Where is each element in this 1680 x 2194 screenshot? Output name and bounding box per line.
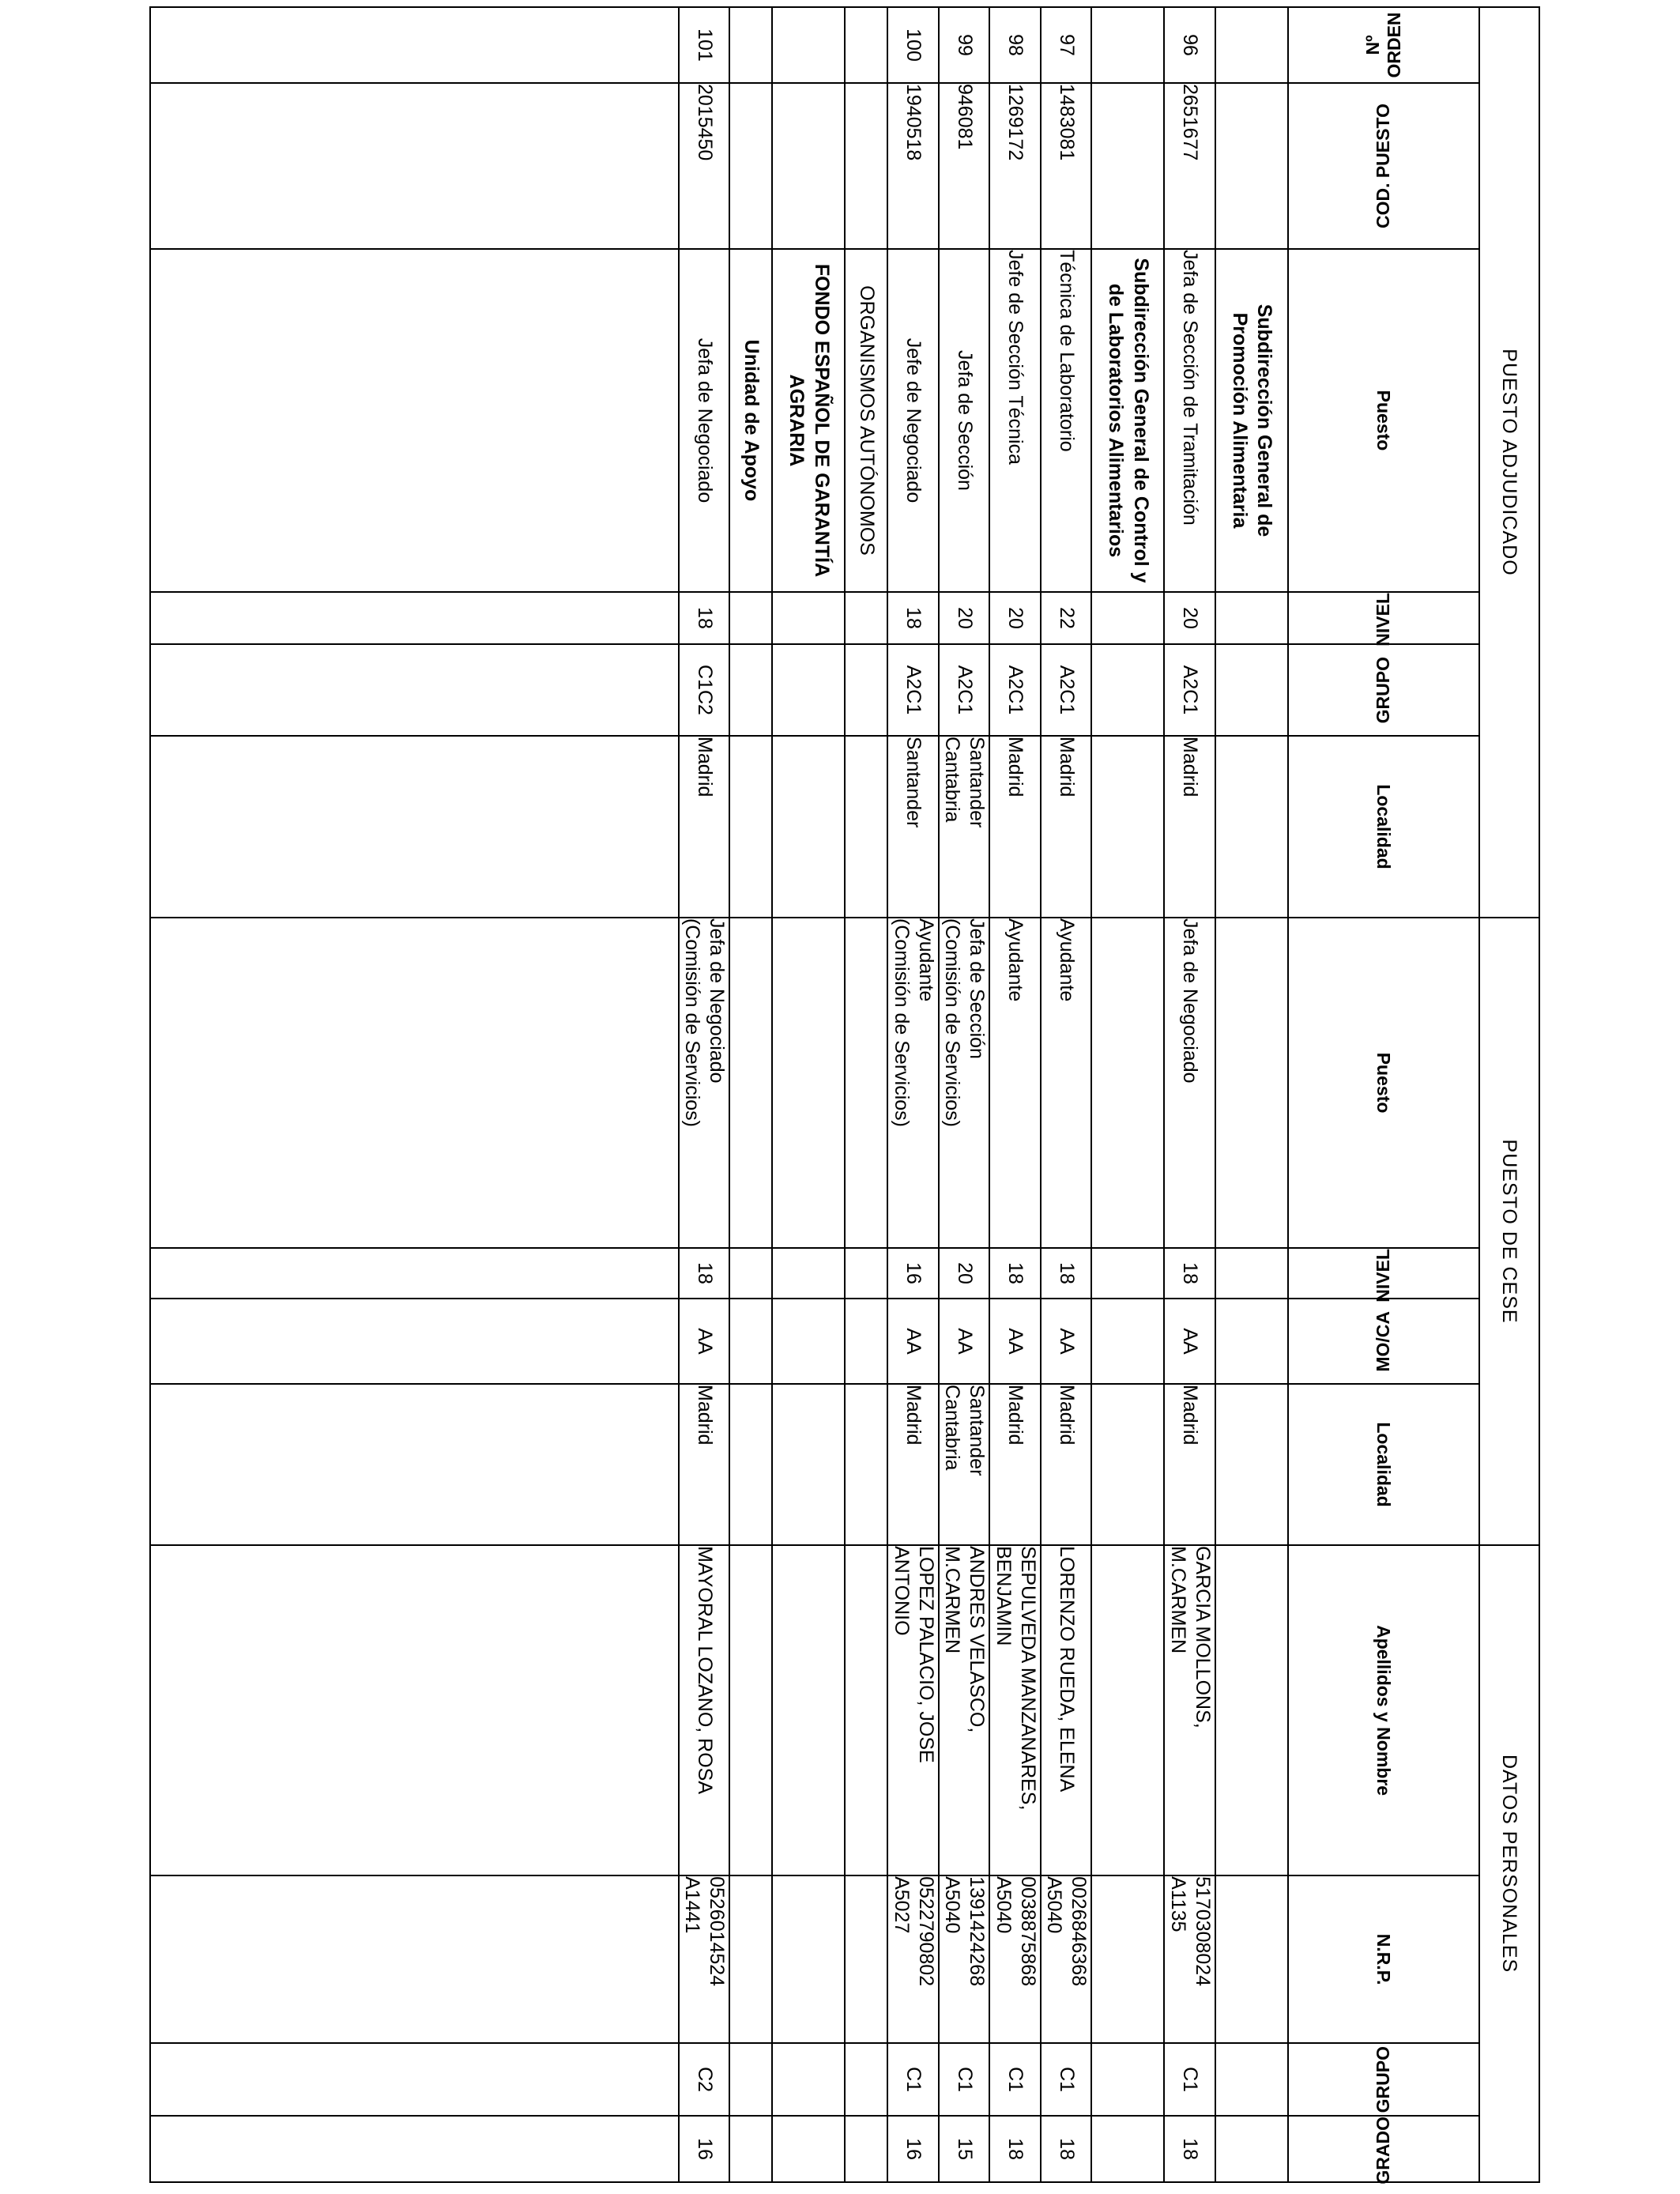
cese-nivel-cell: 16 (888, 1248, 940, 1299)
cod-cell: 946081 (939, 83, 990, 249)
moca-cell: AA (679, 1299, 730, 1384)
col-grupo: GRUPO (1288, 644, 1479, 736)
heading-row-promocion (1215, 7, 1288, 2182)
grupo-cell: A2C1 (939, 644, 990, 736)
grado-cell: 18 (1165, 2116, 1216, 2182)
localidad-cell: Santander (888, 736, 940, 918)
cod-cell: 1483081 (1041, 83, 1092, 249)
orden-cell: 96 (1165, 7, 1216, 83)
moca-cell: AA (1041, 1299, 1092, 1384)
grado-cell: 18 (1041, 2116, 1092, 2182)
col-cese-puesto: Puesto (1288, 918, 1479, 1248)
moca-cell: AA (990, 1299, 1042, 1384)
nombre-cell: LORENZO RUEDA, ELENA (1041, 1545, 1092, 1875)
col-puesto: Puesto (1288, 249, 1479, 592)
p-grupo-cell: C1 (1165, 2043, 1216, 2116)
heading-row-unidad (730, 7, 773, 2182)
cod-cell: 2651677 (1165, 83, 1216, 249)
col-orden: Nº ORDEN (1288, 7, 1479, 83)
moca-cell: AA (888, 1299, 940, 1384)
puesto-cell: Jefe de Sección Técnica (990, 249, 1042, 592)
cese-localidad-cell: Santander Cantabria (939, 1384, 990, 1545)
table-row (990, 7, 1042, 2182)
cese-nivel-cell: 18 (1165, 1248, 1216, 1299)
section-puesto-adjudicado: PUESTO ADJUDICADO (1479, 7, 1539, 918)
nombre-cell: GARCIA MOLLONS, M.CARMEN (1165, 1545, 1216, 1875)
nrp-cell: 5170308024 A1135 (1165, 1875, 1216, 2043)
heading-promocion: Subdirección General de Promoción Alimentaria (1215, 249, 1288, 592)
p-grupo-cell: C1 (888, 2043, 940, 2116)
cese-puesto-cell: Ayudante (1041, 918, 1092, 1248)
rotated-page (149, 6, 1540, 2185)
p-grupo-cell: C2 (679, 2043, 730, 2116)
cese-puesto-cell: Ayudante (990, 918, 1042, 1248)
nrp-cell: 0526014524 A1441 (679, 1875, 730, 2043)
puesto-cell: Técnica de Laboratorio (1041, 249, 1092, 592)
col-mo-ca: MO/CA (1288, 1299, 1479, 1384)
localidad-cell: Madrid (1165, 736, 1216, 918)
assignment-table (149, 6, 1540, 2183)
cese-nivel-cell: 18 (679, 1248, 730, 1299)
nivel-cell: 20 (990, 592, 1042, 644)
nivel-cell: 22 (1041, 592, 1092, 644)
col-apellidos: Apellidos y Nombre (1288, 1545, 1479, 1875)
table-row (679, 7, 730, 2182)
cese-nivel-cell: 20 (939, 1248, 990, 1299)
cese-nivel-cell: 18 (990, 1248, 1042, 1299)
p-grupo-cell: C1 (990, 2043, 1042, 2116)
heading-fega: FONDO ESPAÑOL DE GARANTÍA AGRARIA (773, 249, 846, 592)
cese-localidad-cell: Madrid (679, 1384, 730, 1545)
heading-row-control (1092, 7, 1165, 2182)
localidad-cell: Madrid (1041, 736, 1092, 918)
table-row (888, 7, 940, 2182)
orden-cell: 98 (990, 7, 1042, 83)
col-nivel: NIVEL (1288, 592, 1479, 644)
orden-cell: 101 (679, 7, 730, 83)
grupo-cell: A2C1 (888, 644, 940, 736)
nrp-cell: 0026846368 A5040 (1041, 1875, 1092, 2043)
cese-localidad-cell: Madrid (990, 1384, 1042, 1545)
col-grado: GRADO (1288, 2116, 1479, 2182)
puesto-cell: Jefa de Sección (939, 249, 990, 592)
moca-cell: AA (939, 1299, 990, 1384)
nrp-cell: 0038875868 A5040 (990, 1875, 1042, 2043)
localidad-cell: Santander Cantabria (939, 736, 990, 918)
grado-cell: 15 (939, 2116, 990, 2182)
heading-unidad: Unidad de Apoyo (730, 249, 773, 592)
grupo-cell: A2C1 (1041, 644, 1092, 736)
nivel-cell: 18 (888, 592, 940, 644)
heading-row-organismos (846, 7, 888, 2182)
nombre-cell: SEPULVEDA MANZANARES, BENJAMIN (990, 1545, 1042, 1875)
column-header-row (1288, 7, 1479, 2182)
cese-localidad-cell: Madrid (1165, 1384, 1216, 1545)
grado-cell: 18 (990, 2116, 1042, 2182)
nivel-cell: 20 (939, 592, 990, 644)
nivel-cell: 20 (1165, 592, 1216, 644)
heading-control: Subdirección General de Control y de Laboratorios Alimentarios (1092, 249, 1165, 592)
cese-puesto-cell: Jefa de Sección (Comisión de Servicios) (939, 918, 990, 1248)
orden-cell: 99 (939, 7, 990, 83)
orden-cell: 97 (1041, 7, 1092, 83)
cese-puesto-cell: Jefa de Negociado (Comisión de Servicios) (679, 918, 730, 1248)
grado-cell: 16 (888, 2116, 940, 2182)
heading-organismos: ORGANISMOS AUTÓNOMOS (846, 249, 888, 592)
nivel-cell: 18 (679, 592, 730, 644)
heading-row-fega (773, 7, 846, 2182)
col-p-grupo: GRUPO (1288, 2043, 1479, 2116)
nombre-cell: LOPEZ PALACIO, JOSE ANTONIO (888, 1545, 940, 1875)
nombre-cell: ANDRES VELASCO, M.CARMEN (939, 1545, 990, 1875)
nombre-cell: MAYORAL LOZANO, ROSA (679, 1545, 730, 1875)
cese-nivel-cell: 18 (1041, 1248, 1092, 1299)
section-puesto-cese: PUESTO DE CESE (1479, 918, 1539, 1545)
cese-localidad-cell: Madrid (1041, 1384, 1092, 1545)
col-nrp: N.R.P. (1288, 1875, 1479, 2043)
p-grupo-cell: C1 (939, 2043, 990, 2116)
nrp-cell: 0522790802 A5027 (888, 1875, 940, 2043)
filler-row (150, 7, 679, 2182)
cese-puesto-cell: Jefa de Negociado (1165, 918, 1216, 1248)
grupo-cell: A2C1 (1165, 644, 1216, 736)
grado-cell: 16 (679, 2116, 730, 2182)
table-row (939, 7, 990, 2182)
col-cese-nivel: NIVEL (1288, 1248, 1479, 1299)
section-datos-personales: DATOS PERSONALES (1479, 1545, 1539, 2182)
puesto-cell: Jefe de Negociado (888, 249, 940, 592)
cese-localidad-cell: Madrid (888, 1384, 940, 1545)
cese-puesto-cell: Ayudante (Comisión de Servicios) (888, 918, 940, 1248)
grupo-cell: C1C2 (679, 644, 730, 736)
cod-cell: 2015450 (679, 83, 730, 249)
p-grupo-cell: C1 (1041, 2043, 1092, 2116)
orden-cell: 100 (888, 7, 940, 83)
grupo-cell: A2C1 (990, 644, 1042, 736)
col-cod-puesto: COD. PUESTO (1288, 83, 1479, 249)
col-cese-localidad: Localidad (1288, 1384, 1479, 1545)
nrp-cell: 1391424268 A5040 (939, 1875, 990, 2043)
puesto-cell: Jefa de Sección de Tramitación (1165, 249, 1216, 592)
section-header-row (1479, 7, 1539, 2182)
localidad-cell: Madrid (990, 736, 1042, 918)
puesto-cell: Jefa de Negociado (679, 249, 730, 592)
table-row (1165, 7, 1216, 2182)
cod-cell: 1940518 (888, 83, 940, 249)
table-row (1041, 7, 1092, 2182)
localidad-cell: Madrid (679, 736, 730, 918)
moca-cell: AA (1165, 1299, 1216, 1384)
cod-cell: 1269172 (990, 83, 1042, 249)
col-localidad: Localidad (1288, 736, 1479, 918)
